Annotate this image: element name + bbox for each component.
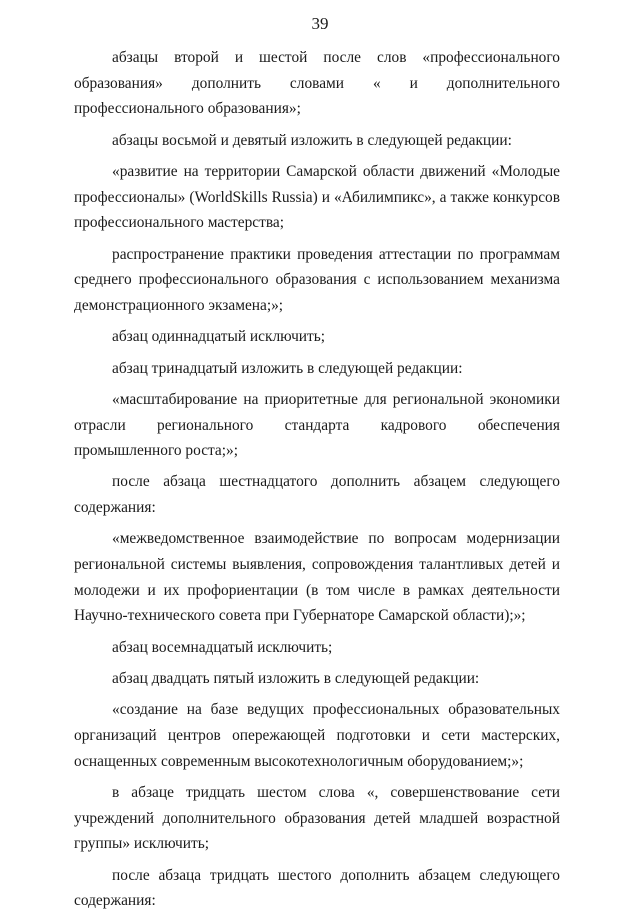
paragraph: абзацы второй и шестой после слов «профессионального образования» дополнить словами « и дополнительного профессионального образования»; [74, 49, 560, 118]
paragraph: распространение практики проведения аттестации по программам среднего профессионального образования с использованием механизма демонстрационного экзамена;»; [74, 245, 560, 314]
paragraph: «межведомственное взаимодействие по вопросам модернизации региональной системы выявления, сопровождения талантливых детей и молодежи и их профориентации (в том числе в рамках деятельности Научно-технического совета при Губернаторе Самарской области);»; [74, 530, 560, 625]
page-number: 39 [311, 14, 329, 33]
paragraph: абзац двадцать пятый изложить в следующей редакции: [112, 670, 480, 688]
paragraph: абзацы восьмой и девятый изложить в следующей редакции: [112, 131, 512, 149]
document-body [74, 45, 560, 914]
paragraph: после абзаца тридцать шестого дополнить абзацем следующего содержания: [74, 866, 560, 910]
paragraph: «масштабирование на приоритетные для региональной экономики отрасли регионального стандарта кадрового обеспечения промышленного роста;»; [74, 390, 560, 460]
paragraph: «развитие на территории Самарской области движений «Молодые профессионалы» (WorldSkills Russia) и «Абилимпикс», а также конкурсов профессионального мастерства; [74, 162, 560, 232]
paragraph: «создание на базе ведущих профессиональных образовательных организаций центров опережающей подготовки и сети мастерских, оснащенных современным высокотехнологичным оборудованием;»; [74, 701, 560, 770]
paragraph: абзац восемнадцатый исключить; [112, 638, 333, 656]
paragraph: после абзаца шестнадцатого дополнить абзацем следующего содержания: [74, 473, 560, 517]
paragraph: абзац одиннадцатый исключить; [112, 328, 326, 346]
paragraph: в абзаце тридцать шестом слова «, совершенствование сети учреждений дополнительного образования детей младшей возрастной группы» исключить; [74, 784, 560, 853]
paragraph: абзац тринадцатый изложить в следующей редакции: [112, 359, 463, 377]
